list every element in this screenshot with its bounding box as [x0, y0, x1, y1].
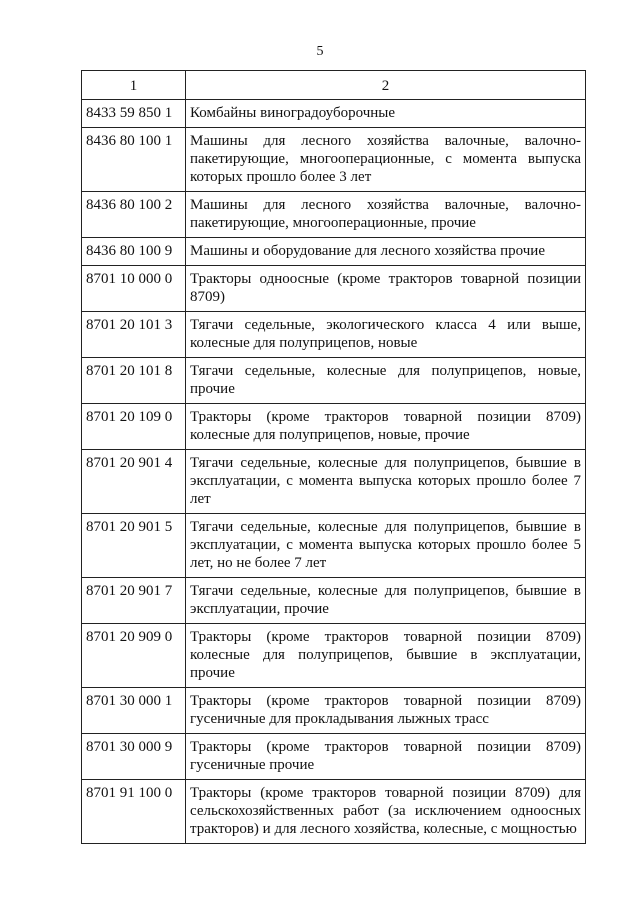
row-description: Машины для лесного хозяйства валочные, валочно-пакетирующие, многооперационные, с момента выпуска которых прошло более 3 лет — [186, 128, 586, 192]
row-description: Машины для лесного хозяйства валочные, валочно-пакетирующие, многооперационные, прочие — [186, 192, 586, 238]
row-description: Тягачи седельные, колесные для полуприцепов, бывшие в эксплуатации, с момента выпуска которых прошло более 7 лет — [186, 450, 586, 514]
row-description: Тракторы одноосные (кроме тракторов товарной позиции 8709) — [186, 266, 586, 312]
table-row — [82, 128, 586, 192]
row-description: Тракторы (кроме тракторов товарной позиции 8709) для сельскохозяйственных работ (за исключением одноосных тракторов) и для лесного хозяйства, колесные, с мощностью — [186, 780, 586, 844]
row-description: Тракторы (кроме тракторов товарной позиции 8709) гусеничные для прокладывания лыжных трасс — [186, 688, 586, 734]
row-code: 8701 30 000 1 — [82, 688, 186, 734]
row-code: 8436 80 100 9 — [82, 238, 186, 266]
row-code: 8701 20 909 0 — [82, 624, 186, 688]
table-row — [82, 688, 586, 734]
row-code: 8701 20 101 3 — [82, 312, 186, 358]
table-row — [82, 450, 586, 514]
table-row — [82, 578, 586, 624]
table-row — [82, 358, 586, 404]
table-row — [82, 780, 586, 844]
row-description: Тракторы (кроме тракторов товарной позиции 8709) гусеничные прочие — [186, 734, 586, 780]
row-description: Тягачи седельные, колесные для полуприцепов, новые, прочие — [186, 358, 586, 404]
row-code: 8701 10 000 0 — [82, 266, 186, 312]
table-row — [82, 624, 586, 688]
row-description: Тракторы (кроме тракторов товарной позиции 8709) колесные для полуприцепов, бывшие в эксплуатации, прочие — [186, 624, 586, 688]
table-row — [82, 312, 586, 358]
row-description: Тягачи седельные, колесные для полуприцепов, бывшие в эксплуатации, прочие — [186, 578, 586, 624]
row-description: Комбайны виноградоуборочные — [186, 100, 586, 128]
row-code: 8701 20 101 8 — [82, 358, 186, 404]
column-header-code: 1 — [82, 71, 186, 100]
row-description: Тягачи седельные, колесные для полуприцепов, бывшие в эксплуатации, с момента выпуска которых прошло более 5 лет, но не более 7 лет — [186, 514, 586, 578]
row-code: 8701 91 100 0 — [82, 780, 186, 844]
row-code: 8436 80 100 2 — [82, 192, 186, 238]
row-code: 8701 20 109 0 — [82, 404, 186, 450]
table-row — [82, 514, 586, 578]
row-code: 8701 20 901 7 — [82, 578, 186, 624]
table-row — [82, 100, 586, 128]
row-code: 8701 20 901 5 — [82, 514, 186, 578]
row-code: 8433 59 850 1 — [82, 100, 186, 128]
row-code: 8436 80 100 1 — [82, 128, 186, 192]
row-code: 8701 30 000 9 — [82, 734, 186, 780]
table-row — [82, 266, 586, 312]
row-code: 8701 20 901 4 — [82, 450, 186, 514]
page-number: 5 — [316, 44, 324, 59]
column-header-description: 2 — [186, 71, 586, 100]
code-table — [81, 70, 586, 844]
table-row — [82, 404, 586, 450]
row-description: Машины и оборудование для лесного хозяйства прочие — [186, 238, 586, 266]
row-description: Тягачи седельные, экологического класса 4 или выше, колесные для полуприцепов, новые — [186, 312, 586, 358]
row-description: Тракторы (кроме тракторов товарной позиции 8709) колесные для полуприцепов, новые, прочие — [186, 404, 586, 450]
table-row — [82, 238, 586, 266]
table-header-row — [82, 71, 586, 100]
table-row — [82, 734, 586, 780]
table-row — [82, 192, 586, 238]
